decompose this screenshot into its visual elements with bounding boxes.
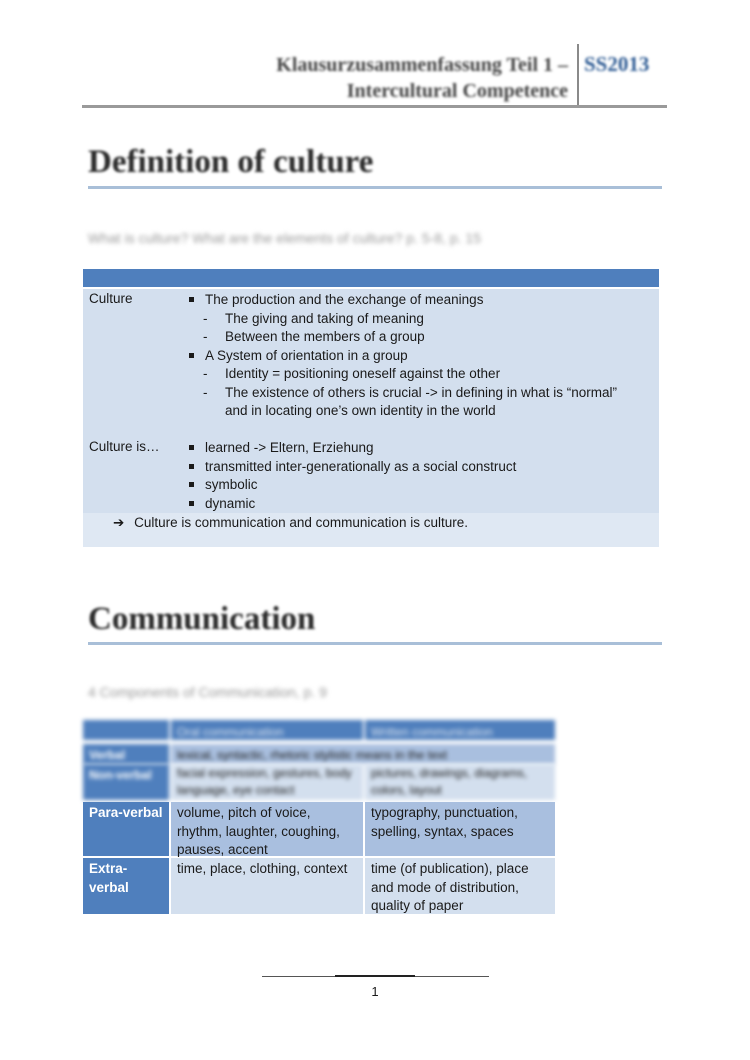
culture-bullet-list [185, 291, 655, 513]
section-subheading-culture: What is culture? What are the elements of culture? p. 5-8, p. 15 [88, 230, 481, 246]
row-oral: time, place, clothing, context [177, 861, 348, 876]
row-oral: facial expression, gestures, body language, eye contact [177, 766, 352, 797]
table-header-cell: Written communication [365, 720, 555, 740]
section-heading-communication: Communication [88, 601, 316, 637]
row-label: Verbal [89, 748, 126, 762]
list-item: - The giving and taking of meaning [203, 310, 424, 326]
culture-table-header [83, 269, 659, 287]
list-item: - Identity = positioning oneself against the other [203, 366, 501, 381]
header-rule [82, 105, 667, 108]
row-label: Extra-verbal [89, 861, 129, 895]
label-culture-is: Culture is… [89, 439, 160, 454]
header-title-line-1: Klausurzusammenfassung Teil 1 – [276, 54, 568, 76]
list-item: The production and the exchange of meanings [185, 291, 655, 310]
section-heading-rule [88, 186, 662, 189]
row-written: pictures, drawings, diagrams, colors, layout [371, 766, 528, 797]
table-header-cell: Oral communication [171, 720, 363, 740]
row-oral: volume, pitch of voice, rhythm, laughter, coughing, pauses, accent [177, 805, 340, 857]
table-row [83, 858, 555, 914]
row-written: time (of publication), place and mode of distribution, quality of paper [371, 861, 529, 913]
section-heading-culture: Definition of culture [88, 144, 374, 180]
row-oral: lexical, syntactic, rhetoric stylistic means in the text [177, 748, 448, 762]
header-term: SS2013 [584, 52, 650, 76]
list-item: and in locating one’s own identity in the world [225, 403, 496, 418]
list-item: dynamic [185, 495, 655, 514]
section-heading-rule [88, 642, 662, 645]
row-label: Non-verbal [89, 768, 152, 782]
document-header-title [180, 52, 568, 104]
footer-rule-accent [335, 975, 415, 977]
row-label: Para-verbal [89, 805, 163, 820]
label-culture: Culture [89, 291, 133, 306]
list-item: - The existence of others is crucial -> in defining in what is “normal” [203, 384, 618, 400]
table-row [83, 764, 555, 800]
table-row [83, 802, 555, 856]
list-item: learned -> Eltern, Erziehung [185, 439, 655, 458]
list-item: - Between the members of a group [203, 329, 425, 344]
arrow-icon: ➔ [113, 515, 125, 530]
page-number: 1 [371, 984, 379, 999]
table-header-row [83, 720, 555, 740]
row-written: typography, punctuation, spelling, syntax, spaces [371, 805, 518, 839]
header-title-line-2: Intercultural Competence [346, 80, 568, 102]
section-subheading-communication: 4 Components of Communication, p. 9 [88, 684, 327, 700]
list-item: transmitted inter-generationally as a social construct [185, 458, 655, 477]
table-header-cell [83, 720, 169, 740]
list-item: symbolic [185, 476, 655, 495]
header-separator [577, 44, 579, 106]
culture-conclusion [113, 515, 468, 531]
list-item: A System of orientation in a group [185, 347, 655, 366]
table-row [83, 744, 555, 764]
conclusion-text: Culture is communication and communication is culture. [134, 515, 468, 530]
culture-table [83, 269, 659, 547]
